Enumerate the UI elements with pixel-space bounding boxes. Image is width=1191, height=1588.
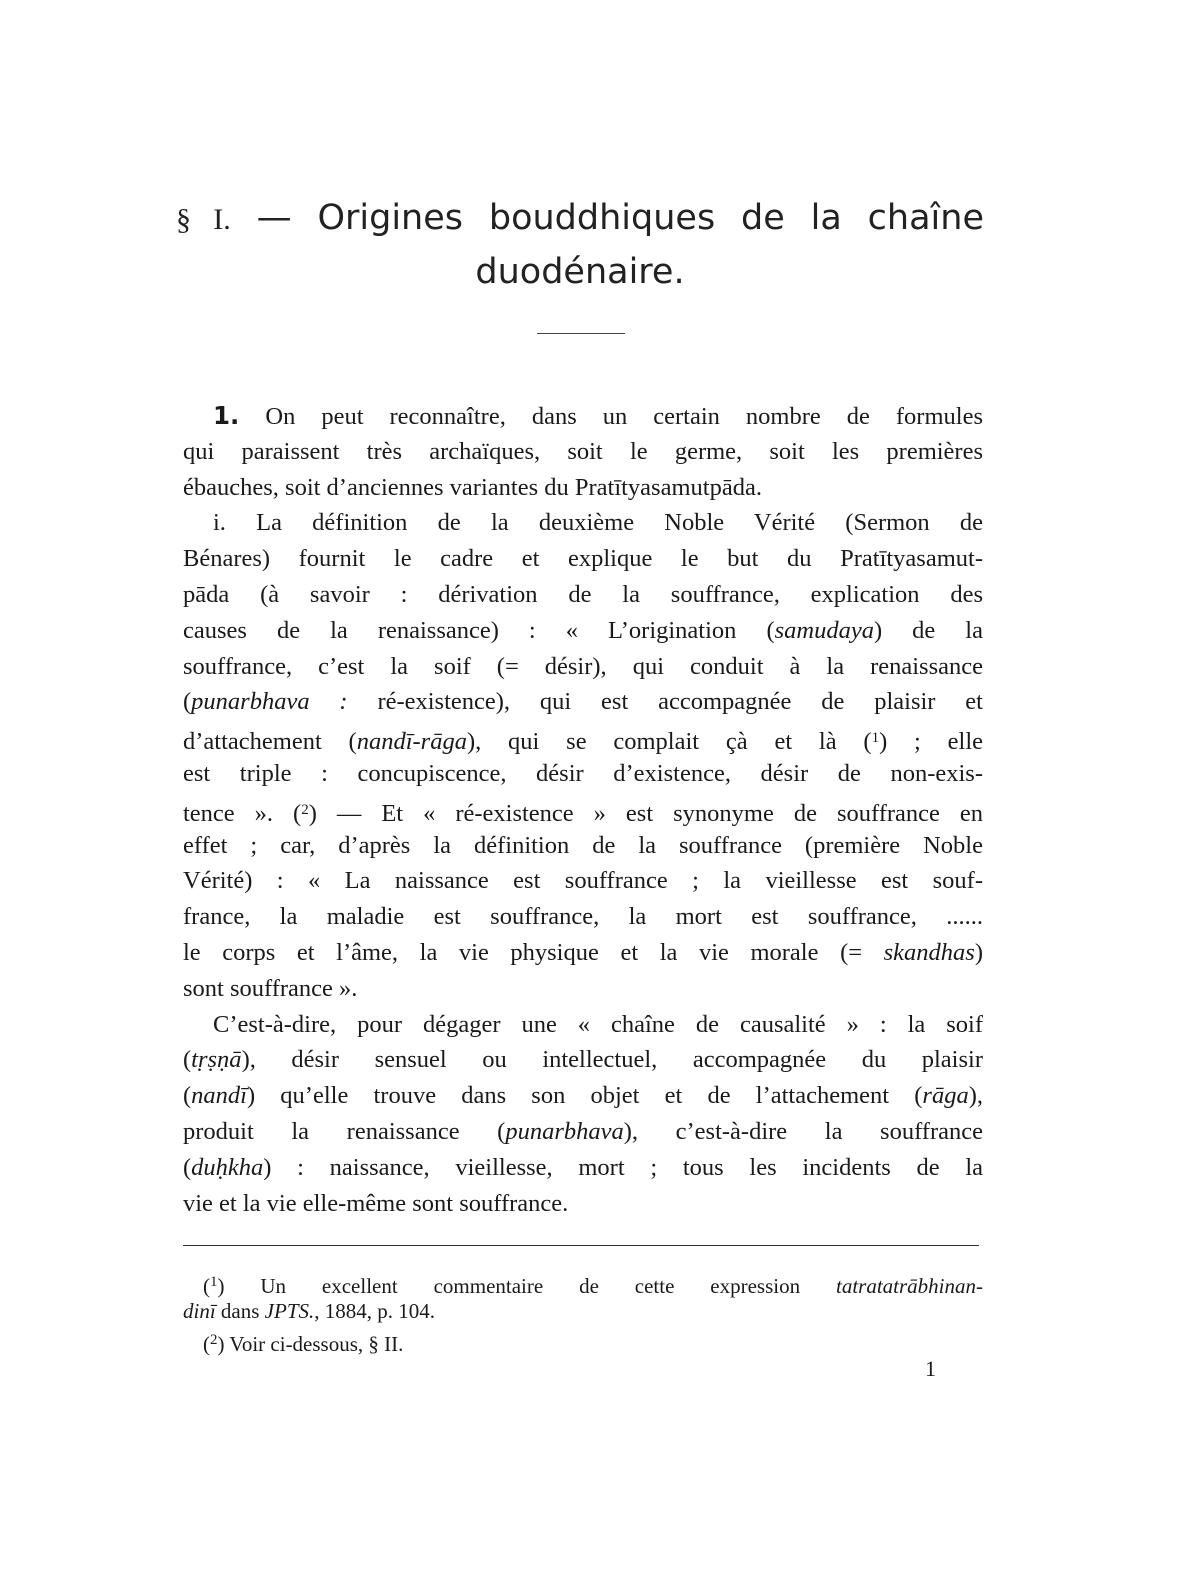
text-segment: C’est-à-dire, pour dégager une « chaîne de causalité » : la soif <box>213 1010 983 1038</box>
text-segment: qui paraissent très archaïques, soit le germe, soit les premières <box>183 437 983 465</box>
text-line <box>183 577 983 613</box>
text-segment: sont souffrance ». <box>183 974 358 1002</box>
text-segment: causes de la renaissance) : « L’origination ( <box>183 616 775 644</box>
text-segment: ( <box>183 1046 192 1074</box>
text-line <box>183 1186 983 1222</box>
text-segment: ( <box>183 688 192 716</box>
text-segment: d’attachement ( <box>183 728 357 756</box>
footnote-1-journal: JPTS. <box>264 1299 315 1323</box>
text-segment: tence ». ( <box>183 799 302 827</box>
text-line <box>183 720 983 756</box>
page-number: 1 <box>925 1356 936 1381</box>
text-line <box>183 1007 983 1043</box>
text-line <box>183 899 983 935</box>
footnote-1: ($^1$) Un excellent commentaire de cette expression tatratatrābhinan- <box>203 1274 983 1298</box>
text-segment: france, la maladie est souffrance, la mort est souffrance, ...... <box>183 903 983 931</box>
text-line <box>183 1078 983 1114</box>
italic-term: tṛṣṇā <box>191 1046 242 1074</box>
text-line <box>183 398 983 434</box>
text-segment: ) de la <box>873 616 983 644</box>
footnote-ref: 2 <box>301 801 309 818</box>
heading-rule <box>537 333 625 334</box>
text-segment: ), <box>968 1082 983 1110</box>
text-segment: ), désir sensuel ou intellectuel, accompagnée du plaisir <box>241 1046 983 1074</box>
italic-term: punarbhava <box>505 1117 624 1145</box>
text-line <box>183 792 983 828</box>
text-line <box>183 541 983 577</box>
text-segment: pāda (à savoir : dérivation de la souffrance, explication des <box>183 580 983 608</box>
text-line <box>183 470 983 506</box>
text-line <box>183 935 983 971</box>
text-segment: le corps et l’âme, la vie physique et la vie morale (= <box>183 938 884 966</box>
text-segment: ( <box>183 1153 192 1181</box>
text-segment: ) qu’elle trouve dans son objet et de l’attachement ( <box>246 1082 923 1110</box>
text-line <box>183 649 983 685</box>
text-segment: On peut reconnaître, dans un certain nombre de formules <box>239 403 983 430</box>
text-segment: est triple : concupiscence, désir d’existence, désir de non-exis- <box>183 759 983 787</box>
text-segment: ré-existence), qui est accompagnée de plaisir et <box>347 688 983 716</box>
footnote-rule <box>183 1245 979 1247</box>
italic-term: nandī <box>191 1082 247 1110</box>
italic-term: rāga <box>922 1082 969 1110</box>
text-segment: Vérité) : « La naissance est souffrance ; la vieillesse est souf- <box>183 867 983 895</box>
text-segment: ébauches, soit d’anciennes variantes du Pratītyasamutpāda. <box>183 473 762 501</box>
text-segment: produit la renaissance ( <box>183 1117 506 1145</box>
text-segment: ), c’est-à-dire la souffrance <box>623 1117 983 1145</box>
italic-term: nandī-rāga <box>356 728 467 756</box>
text-segment: souffrance, c’est la soif (= désir), qui conduit à la renaissance <box>183 652 983 680</box>
italic-term: duḥkha <box>191 1153 264 1181</box>
text-line <box>183 613 983 649</box>
footnote-1-term-end: dinī <box>183 1299 216 1323</box>
text-line <box>183 863 983 899</box>
footnote-2-mark: 2 <box>210 1332 218 1348</box>
paragraph-number: 1. <box>213 401 240 430</box>
heading-line-1: — Origines bouddhiques de la chaîne <box>256 198 984 238</box>
footnotes <box>183 1268 983 1355</box>
italic-term: punarbhava : <box>191 688 348 716</box>
text-segment: effet ; car, d’après la définition de la souffrance (première Noble <box>183 831 983 859</box>
body-text <box>183 398 983 1221</box>
italic-term: skandhas <box>883 938 975 966</box>
text-segment: vie et la vie elle-même sont souffrance. <box>183 1189 569 1217</box>
text-line <box>183 828 983 864</box>
footnote-ref: 1 <box>871 730 880 747</box>
footnote-1-continued <box>183 1297 983 1326</box>
section-heading <box>176 198 984 238</box>
text-line <box>183 684 983 720</box>
text-line <box>183 434 983 470</box>
text-segment: i. La définition de la deuxième Noble Vérité (Sermon de <box>213 509 983 537</box>
section-mark: § I. <box>176 203 231 236</box>
text-line <box>183 1150 983 1186</box>
text-line <box>183 1042 983 1078</box>
text-segment: ), qui se complait çà et là ( <box>466 728 872 756</box>
text-segment: Bénares) fournit le cadre et explique le but du Pratītyasamut- <box>183 545 983 573</box>
footnote-1-citation: , 1884, p. 104. <box>314 1299 435 1323</box>
footnote-1-text: Un excellent commentaire de cette expression <box>260 1274 801 1298</box>
heading-line-2: duodénaire. <box>475 252 685 292</box>
text-line <box>183 756 983 792</box>
footnote-2: ($^2$) Voir ci-dessous, § II. <box>203 1332 404 1356</box>
footnote-1-text-2: dans <box>215 1299 265 1323</box>
footnote-1-mark: 1 <box>210 1274 218 1290</box>
italic-term: samudaya <box>774 616 874 644</box>
footnote-2-text: Voir ci-dessous, § II. <box>229 1332 404 1356</box>
text-segment: ) — Et « ré-existence » est synonyme de souffrance en <box>308 799 983 827</box>
text-segment: ) : naissance, vieillesse, mort ; tous les incidents de la <box>263 1153 983 1181</box>
text-segment: ( <box>183 1082 192 1110</box>
text-line <box>183 971 983 1007</box>
footnote-1-term: tatratatrābhinan- <box>835 1274 983 1298</box>
text-segment: ) <box>974 938 983 966</box>
text-line <box>183 505 983 541</box>
text-segment: ) ; elle <box>879 728 983 756</box>
text-line <box>183 1114 983 1150</box>
